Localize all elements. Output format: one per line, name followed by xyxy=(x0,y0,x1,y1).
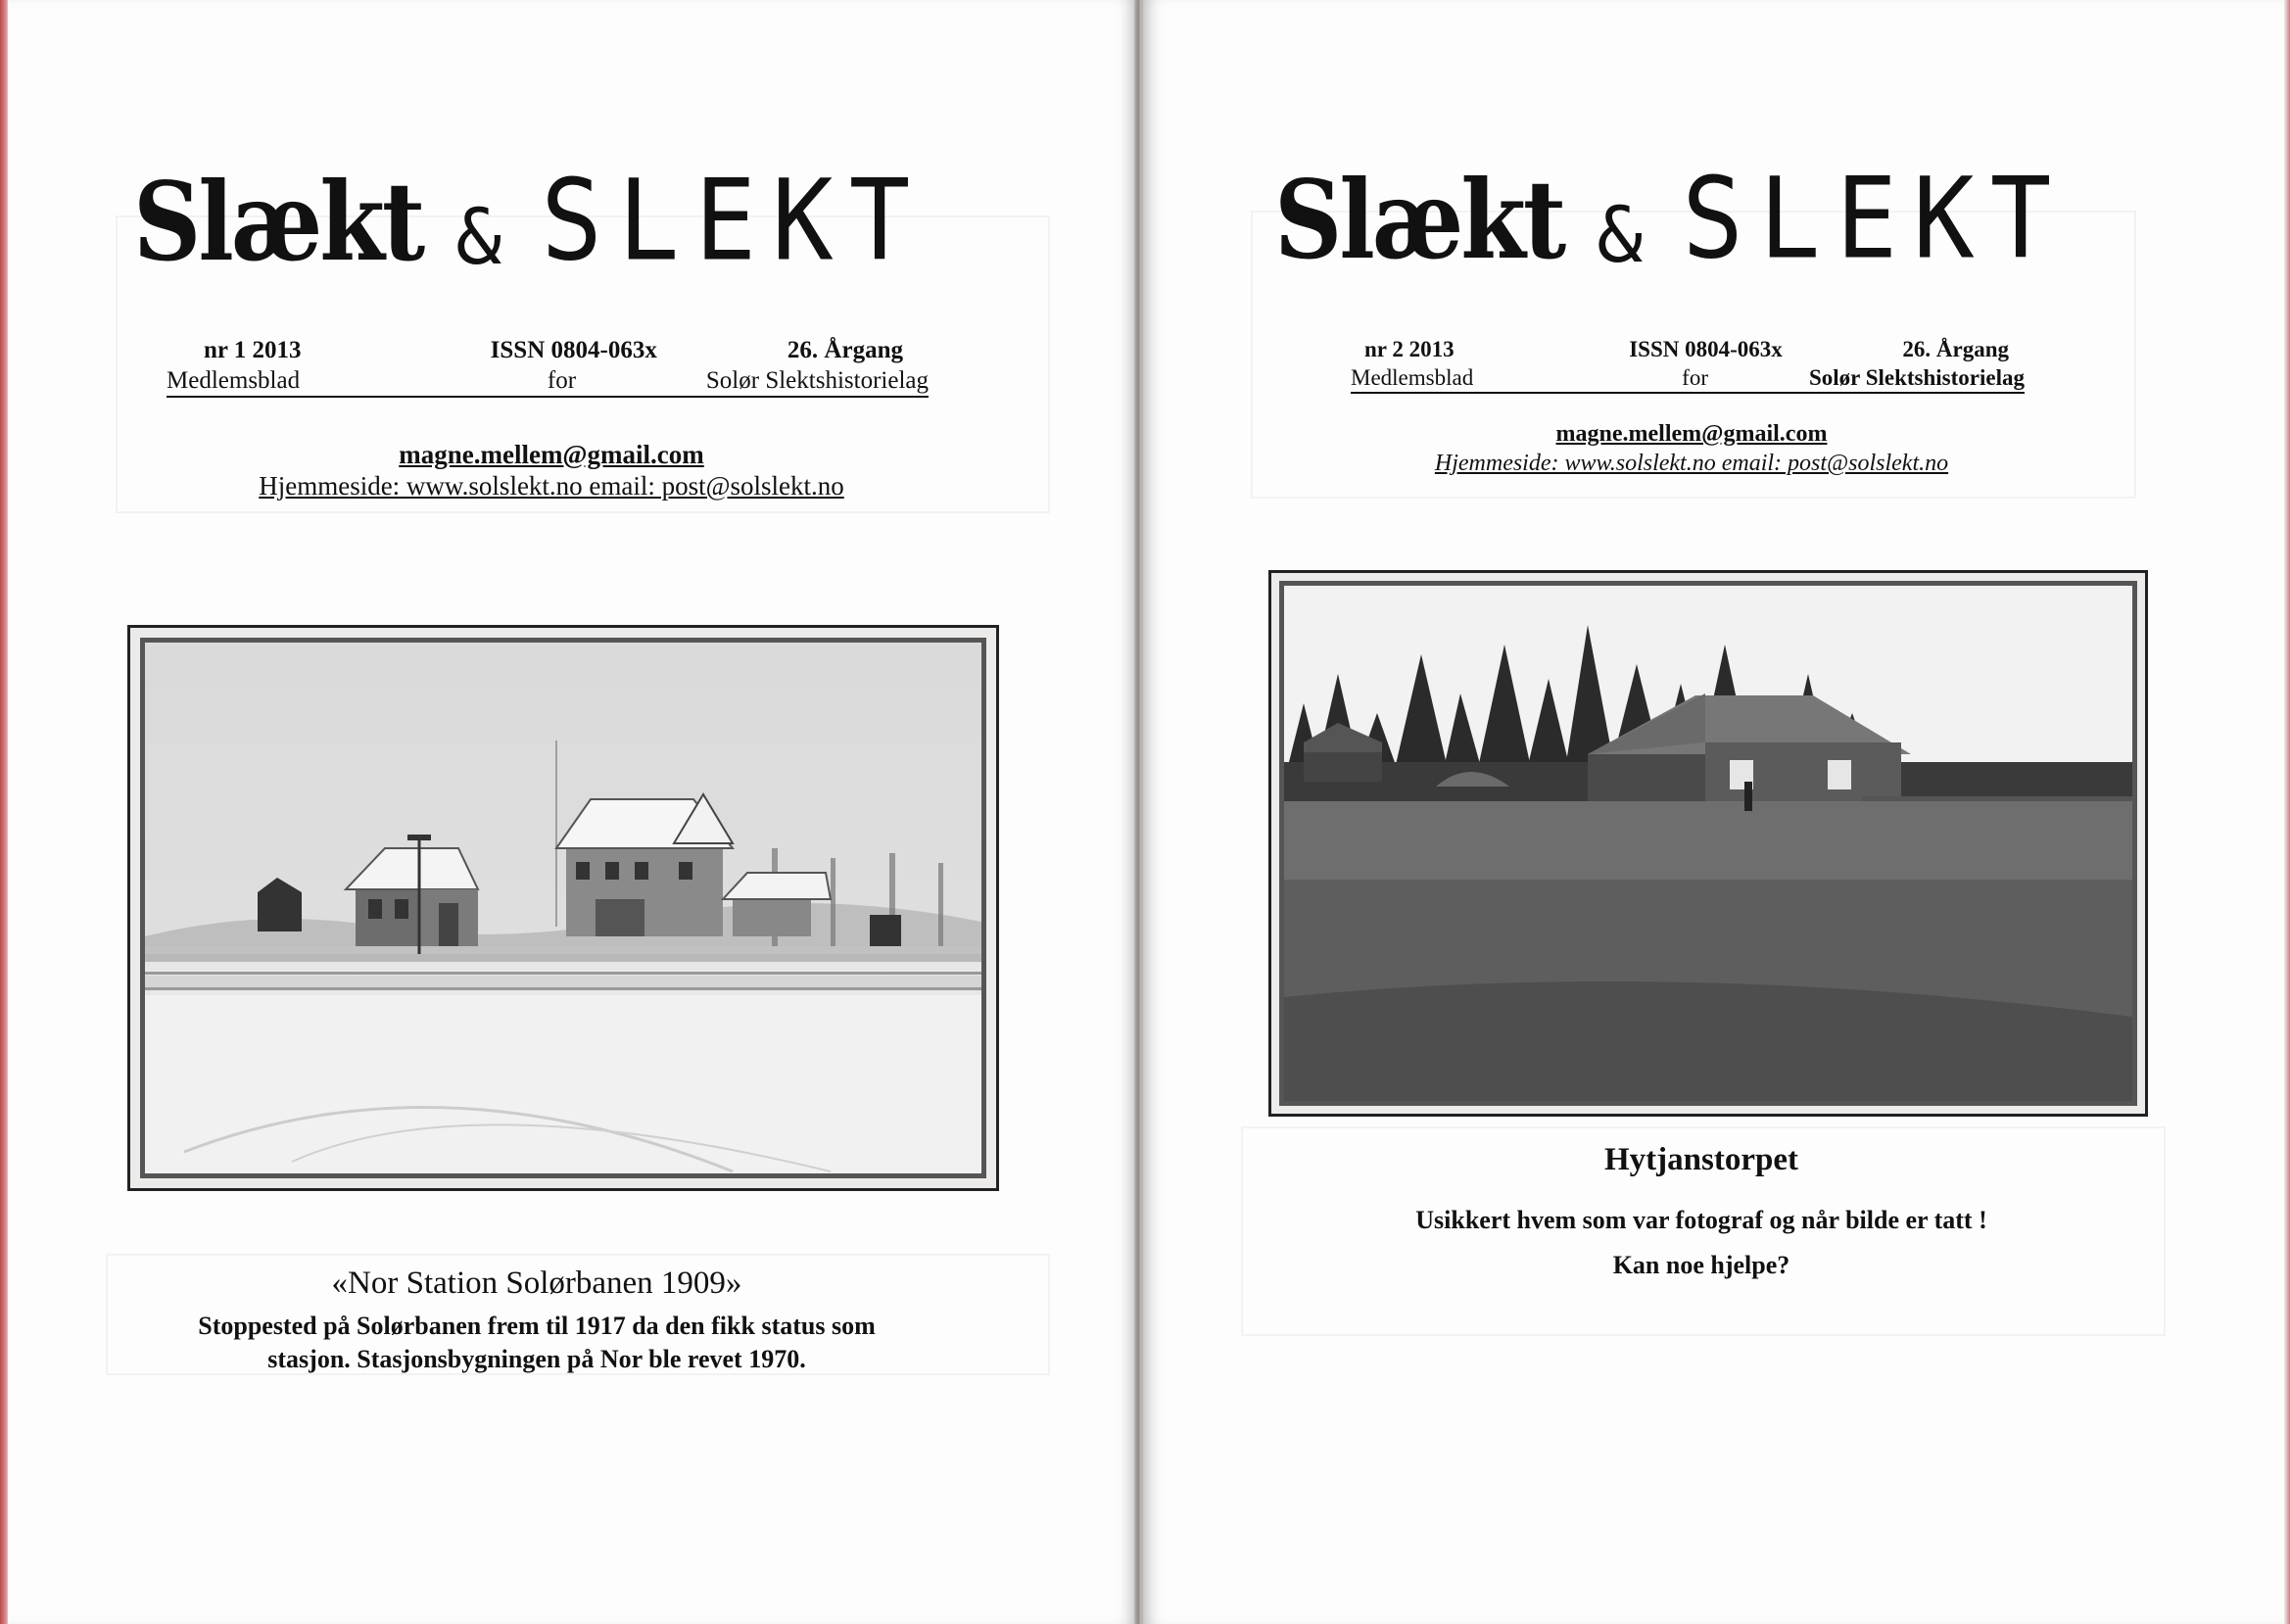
masthead-ampersand: & xyxy=(455,194,502,282)
caption-title: Hytjanstorpet xyxy=(1604,1142,1798,1177)
cover-photo-frame xyxy=(1268,570,2148,1117)
membership-label: Medlemsblad xyxy=(167,367,301,394)
masthead-pixel-title: SLEKT xyxy=(1682,152,2068,284)
masthead-blackletter: Slækt xyxy=(133,158,423,286)
right-caption xyxy=(1202,1142,2201,1280)
contact-block xyxy=(1339,419,2044,478)
masthead-pixel-title: SLEKT xyxy=(541,154,927,286)
masthead-blackletter: Slækt xyxy=(1274,156,1564,284)
caption-line-2: Kan noe hjelpe? xyxy=(1612,1251,1790,1279)
station-photo xyxy=(140,638,986,1178)
croft-photo xyxy=(1279,581,2137,1106)
masthead-ampersand: & xyxy=(1597,192,1644,280)
issue-info xyxy=(167,335,929,398)
cover-photo-frame xyxy=(127,625,999,1191)
right-cover-page xyxy=(1140,0,2287,1624)
homepage-line[interactable]: Hjemmeside: www.solslekt.no email: post@solslekt.no xyxy=(259,471,844,501)
society-name: Solør Slektshistorielag xyxy=(705,367,929,394)
for-label: for xyxy=(547,367,577,394)
volume: 26. Årgang xyxy=(787,337,903,363)
caption-title: «Nor Station Solørbanen 1909» xyxy=(331,1266,742,1301)
issue-number: nr 1 2013 xyxy=(204,337,302,363)
snowy-station-illustration xyxy=(145,643,981,1173)
cover-edge xyxy=(2284,0,2290,1624)
volume: 26. Årgang xyxy=(1902,337,2009,361)
for-label: for xyxy=(1682,365,1708,390)
email-link[interactable]: magne.mellem@gmail.com xyxy=(1555,421,1828,447)
croft-farm-illustration xyxy=(1284,586,2132,1101)
homepage-line[interactable]: Hjemmeside: www.solslekt.no email: post@solslekt.no xyxy=(1434,451,1949,476)
masthead-logo xyxy=(1274,152,2068,284)
membership-label: Medlemsblad xyxy=(1351,365,1474,390)
issn: ISSN 0804-063x xyxy=(1629,337,1783,361)
left-cover-page xyxy=(8,0,1136,1624)
caption-body-line-1: Stoppested på Solørbanen frem til 1917 da den fikk status som xyxy=(198,1312,876,1340)
issn: ISSN 0804-063x xyxy=(490,337,657,363)
masthead-logo xyxy=(133,154,927,286)
issue-info xyxy=(1351,335,2025,394)
email-link[interactable]: magne.mellem@gmail.com xyxy=(399,440,704,469)
left-caption xyxy=(106,1266,968,1376)
caption-line-1: Usikkert hvem som var fotograf og når bilde er tatt ! xyxy=(1415,1206,1987,1234)
issue-number: nr 2 2013 xyxy=(1364,337,1455,361)
caption-body-line-2: stasjon. Stasjonsbygningen på Nor ble revet 1970. xyxy=(267,1345,806,1373)
contact-block xyxy=(165,439,938,502)
society-name: Solør Slektshistorielag xyxy=(1808,365,2025,390)
